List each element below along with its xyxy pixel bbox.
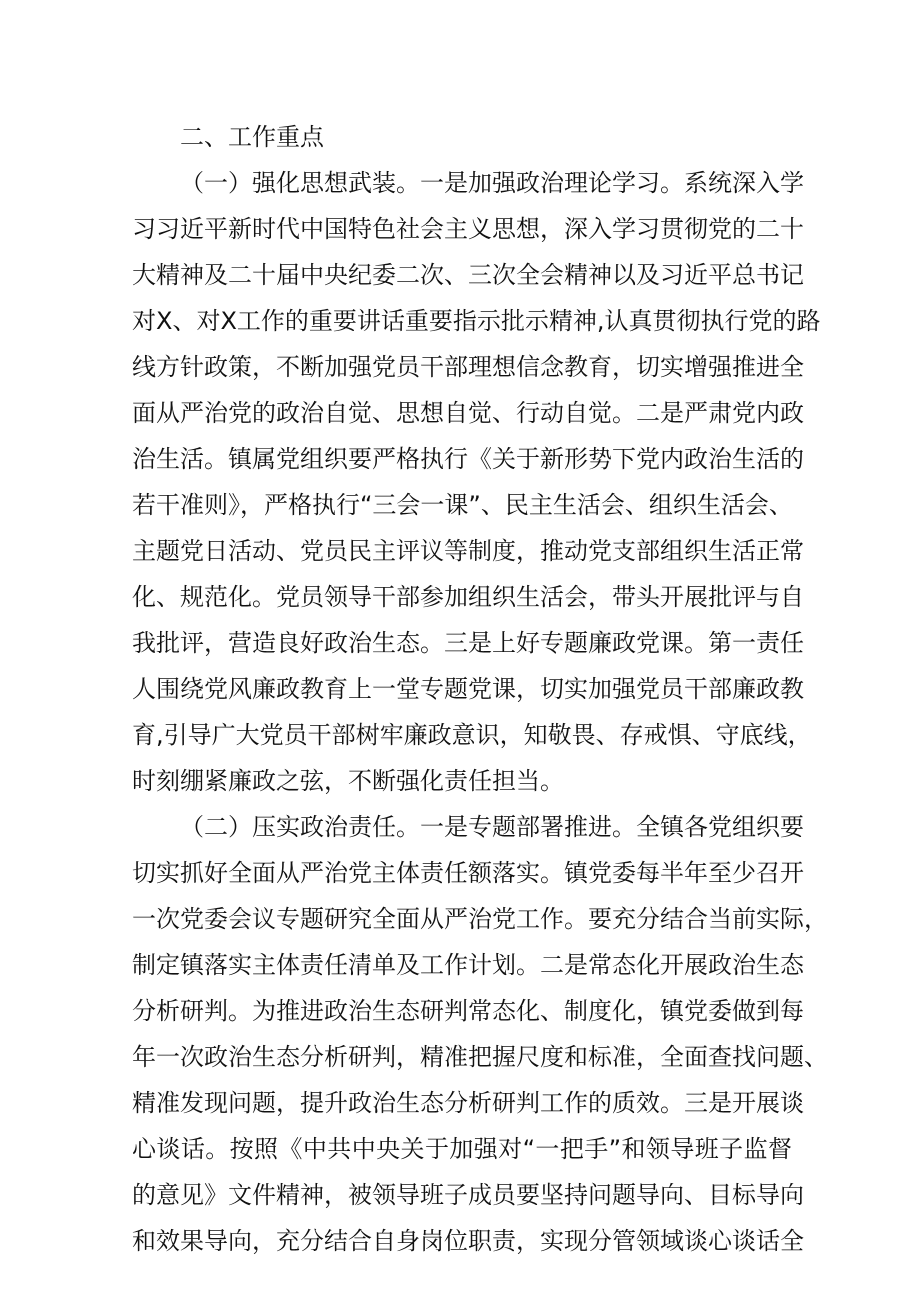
- paragraph-line: （一）强化思想武装。一是加强政治理论学习。系统深入学: [180, 169, 804, 197]
- paragraph-2: [132, 804, 828, 1264]
- paragraph-line: 精准发现问题，提升政治生态分析研判工作的质效。三是开展谈: [132, 1089, 804, 1117]
- paragraph-line: 分析研判。为推进政治生态研判常态化、制度化，镇党委做到每: [132, 997, 804, 1025]
- paragraph-line: 人围绕党风廉政教育上一堂专题党课，切实加强党员干部廉政教: [132, 675, 804, 703]
- paragraph-line: 大精神及二十届中央纪委二次、三次全会精神以及习近平总书记: [132, 261, 804, 289]
- paragraph-line: （二）压实政治责任。一是专题部署推进。全镇各党组织要: [180, 813, 804, 841]
- paragraph-line: 线方针政策，不断加强党员干部理想信念教育，切实增强推进全: [132, 353, 804, 381]
- paragraph-line: 时刻绷紧廉政之弦，不断强化责任担当。: [132, 767, 564, 795]
- paragraph-line: 面从严治党的政治自觉、思想自觉、行动自觉。二是严肃党内政: [132, 399, 804, 427]
- paragraph-line: 习习近平新时代中国特色社会主义思想，深入学习贯彻党的二十: [132, 215, 804, 243]
- paragraph-line: 和效果导向，充分结合自身岗位职责，实现分管领域谈心谈话全: [132, 1227, 804, 1255]
- paragraph-line: 主题党日活动、党员民主评议等制度，推动党支部组织生活正常: [132, 537, 804, 565]
- paragraph-1: [132, 160, 821, 804]
- paragraph-line: 一次党委会议专题研究全面从严治党工作。要充分结合当前实际，: [132, 905, 828, 933]
- document-body: [132, 114, 828, 1264]
- section-heading: 二、工作重点: [180, 123, 324, 151]
- paragraph-line: 的意见》文件精神，被领导班子成员要坚持问题导向、目标导向: [132, 1181, 804, 1209]
- paragraph-line: 制定镇落实主体责任清单及工作计划。二是常态化开展政治生态: [132, 951, 804, 979]
- paragraph-line: 化、规范化。党员领导干部参加组织生活会，带头开展批评与自: [132, 583, 804, 611]
- paragraph-line: 心谈话。按照《中共中央关于加强对“一把手”和领导班子监督: [132, 1135, 792, 1163]
- paragraph-line: 育,引导广大党员干部树牢廉政意识，知敬畏、存戒惧、守底线，: [132, 721, 812, 749]
- paragraph-line: 若干准则》，严格执行“三会一课”、民主生活会、组织生活会、: [132, 491, 793, 519]
- paragraph-line: 切实抓好全面从严治党主体责任额落实。镇党委每半年至少召开: [132, 859, 804, 887]
- paragraph-line: 我批评，营造良好政治生态。三是上好专题廉政党课。第一责任: [132, 629, 804, 657]
- paragraph-line: 年一次政治生态分析研判，精准把握尺度和标准，全面查找问题、: [132, 1043, 828, 1071]
- paragraph-line: 对X、对X工作的重要讲话重要指示批示精神,认真贯彻执行党的路: [132, 307, 821, 335]
- paragraph-line: 治生活。镇属党组织要严格执行《关于新形势下党内政治生活的: [132, 445, 804, 473]
